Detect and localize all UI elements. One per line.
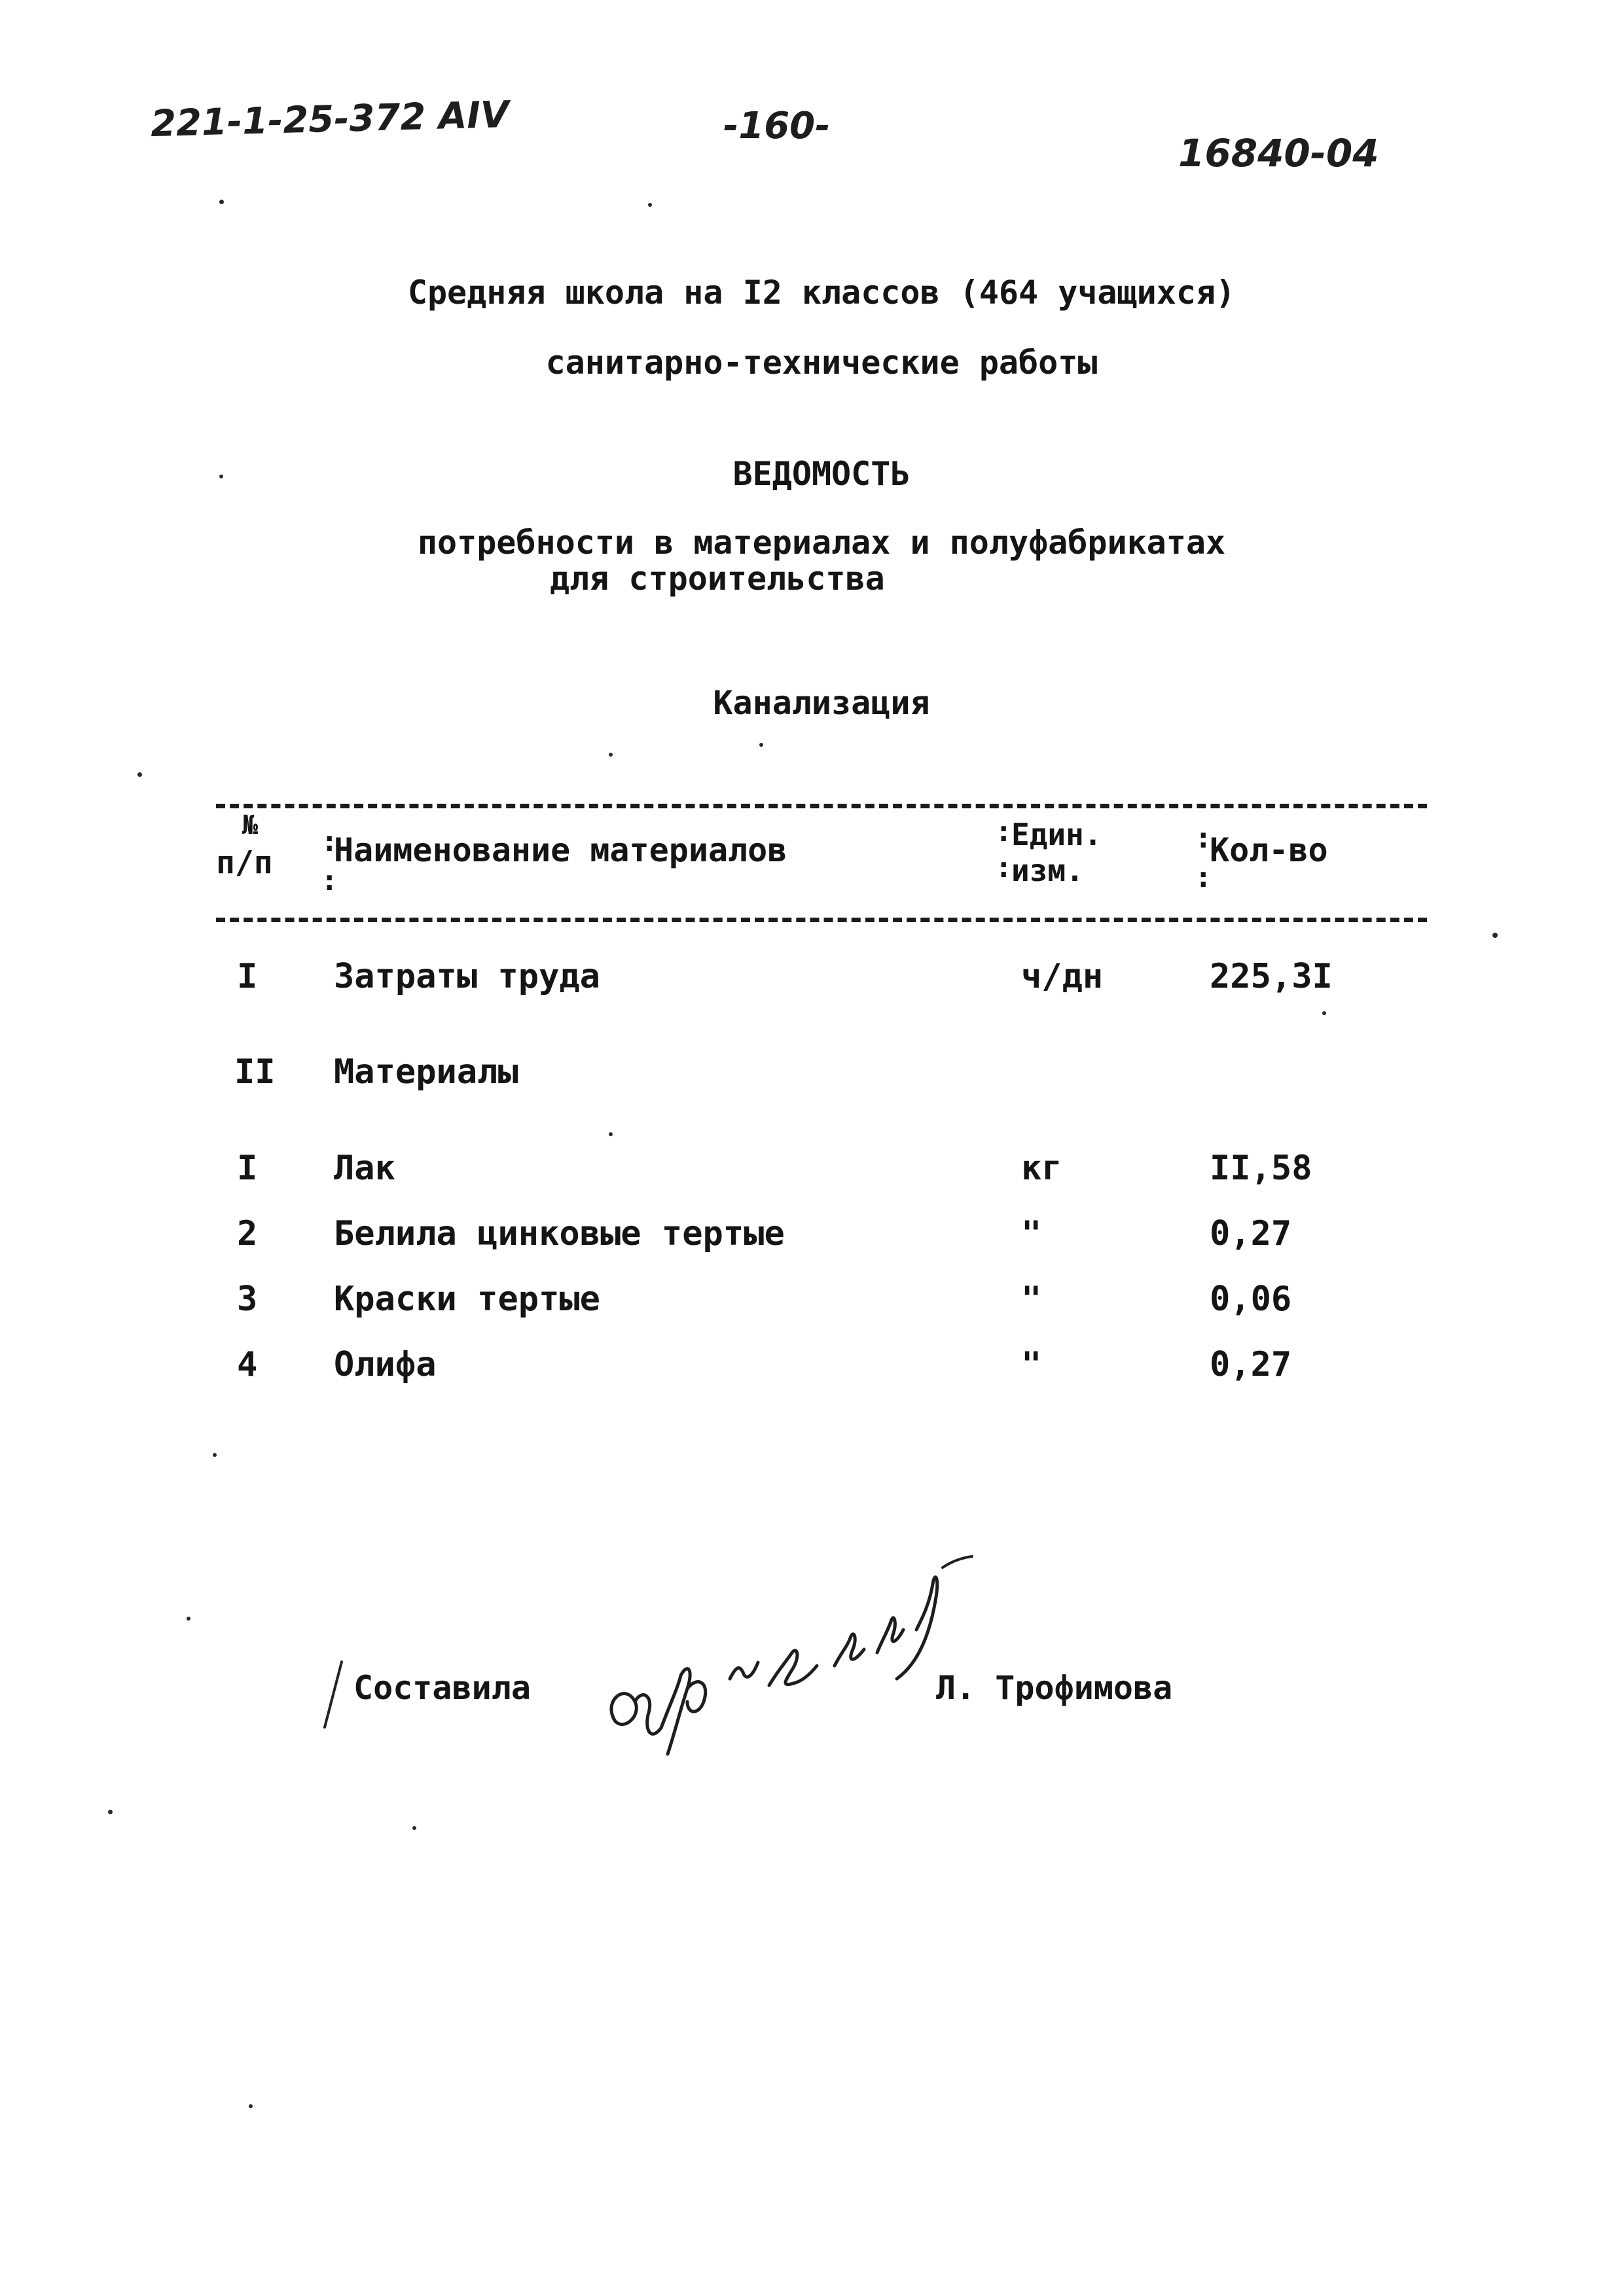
header-name: Наименование материалов bbox=[334, 831, 787, 869]
row-unit: " bbox=[1021, 1280, 1042, 1319]
header-unit-top: Един. bbox=[1011, 817, 1102, 852]
row-qty: 0,27 bbox=[1210, 1214, 1292, 1253]
doc-code: 221-1-25-372 АIV bbox=[150, 93, 510, 146]
header-num-top: № bbox=[242, 810, 259, 840]
title-line-3: потребности в материалах и полуфабрикатах bbox=[417, 524, 1226, 562]
header-qty: Кол-во bbox=[1210, 831, 1328, 869]
row-unit: ч/дн bbox=[1021, 957, 1104, 996]
scan-speck bbox=[412, 1826, 416, 1830]
row-name: Краски тертые bbox=[334, 1280, 600, 1319]
row-qty: 225,3I bbox=[1210, 957, 1333, 996]
title-line-4: для строительства bbox=[550, 560, 885, 598]
row-unit: " bbox=[1021, 1214, 1042, 1253]
signer-name: Л. Трофимова bbox=[936, 1669, 1173, 1707]
scan-speck bbox=[219, 475, 223, 478]
title-line-1: Средняя школа на I2 классов (464 учащихся) bbox=[407, 274, 1236, 312]
compiled-by-label: Составила bbox=[353, 1669, 531, 1707]
scan-speck bbox=[249, 2104, 253, 2108]
section-heading: Канализация bbox=[713, 684, 930, 722]
scan-speck bbox=[759, 743, 763, 747]
row-num: I bbox=[237, 957, 258, 996]
header-separator: : bbox=[321, 864, 338, 897]
row-qty: 0,27 bbox=[1210, 1345, 1292, 1384]
row-name: Затраты труда bbox=[334, 957, 600, 996]
handwritten-signature bbox=[589, 1505, 995, 1767]
scan-speck bbox=[108, 1810, 113, 1814]
row-name: Материалы bbox=[334, 1052, 518, 1092]
page-number: -160- bbox=[723, 105, 831, 147]
scan-speck bbox=[187, 1617, 190, 1621]
row-num: 3 bbox=[237, 1280, 258, 1319]
header-unit-bottom: изм. bbox=[1011, 853, 1084, 888]
row-name: Лак bbox=[334, 1149, 395, 1188]
row-name: Олифа bbox=[334, 1345, 437, 1384]
row-name: Белила цинковые тертые bbox=[334, 1214, 785, 1253]
title-line-2: санитарно-технические работы bbox=[545, 344, 1098, 382]
scan-speck bbox=[609, 1132, 613, 1136]
scan-speck bbox=[137, 772, 142, 777]
scan-speck bbox=[648, 203, 652, 207]
header-separator: : bbox=[321, 825, 338, 858]
header-separator: : bbox=[995, 851, 1013, 884]
row-qty: 0,06 bbox=[1210, 1280, 1292, 1319]
scan-speck bbox=[1492, 933, 1498, 938]
row-num: 2 bbox=[237, 1214, 258, 1253]
doc-type-heading: ВЕДОМОСТЬ bbox=[732, 455, 911, 493]
row-unit: кг bbox=[1021, 1149, 1062, 1188]
row-qty: II,58 bbox=[1210, 1149, 1312, 1188]
row-unit: " bbox=[1021, 1345, 1042, 1384]
sheet-code: 16840-04 bbox=[1178, 131, 1379, 175]
scan-speck bbox=[609, 753, 613, 757]
table-top-rule bbox=[216, 804, 1427, 808]
scan-speck bbox=[219, 200, 224, 204]
margin-tick-mark bbox=[319, 1659, 346, 1731]
scan-speck bbox=[1322, 1011, 1326, 1015]
row-num: II bbox=[234, 1052, 276, 1092]
header-separator: : bbox=[995, 815, 1013, 848]
row-num: I bbox=[237, 1149, 258, 1188]
header-num-bottom: п/п bbox=[216, 844, 273, 881]
scan-speck bbox=[213, 1453, 217, 1457]
header-separator: : bbox=[1195, 821, 1212, 855]
row-num: 4 bbox=[237, 1345, 258, 1384]
header-separator: : bbox=[1195, 861, 1212, 894]
table-header-rule bbox=[216, 918, 1427, 922]
